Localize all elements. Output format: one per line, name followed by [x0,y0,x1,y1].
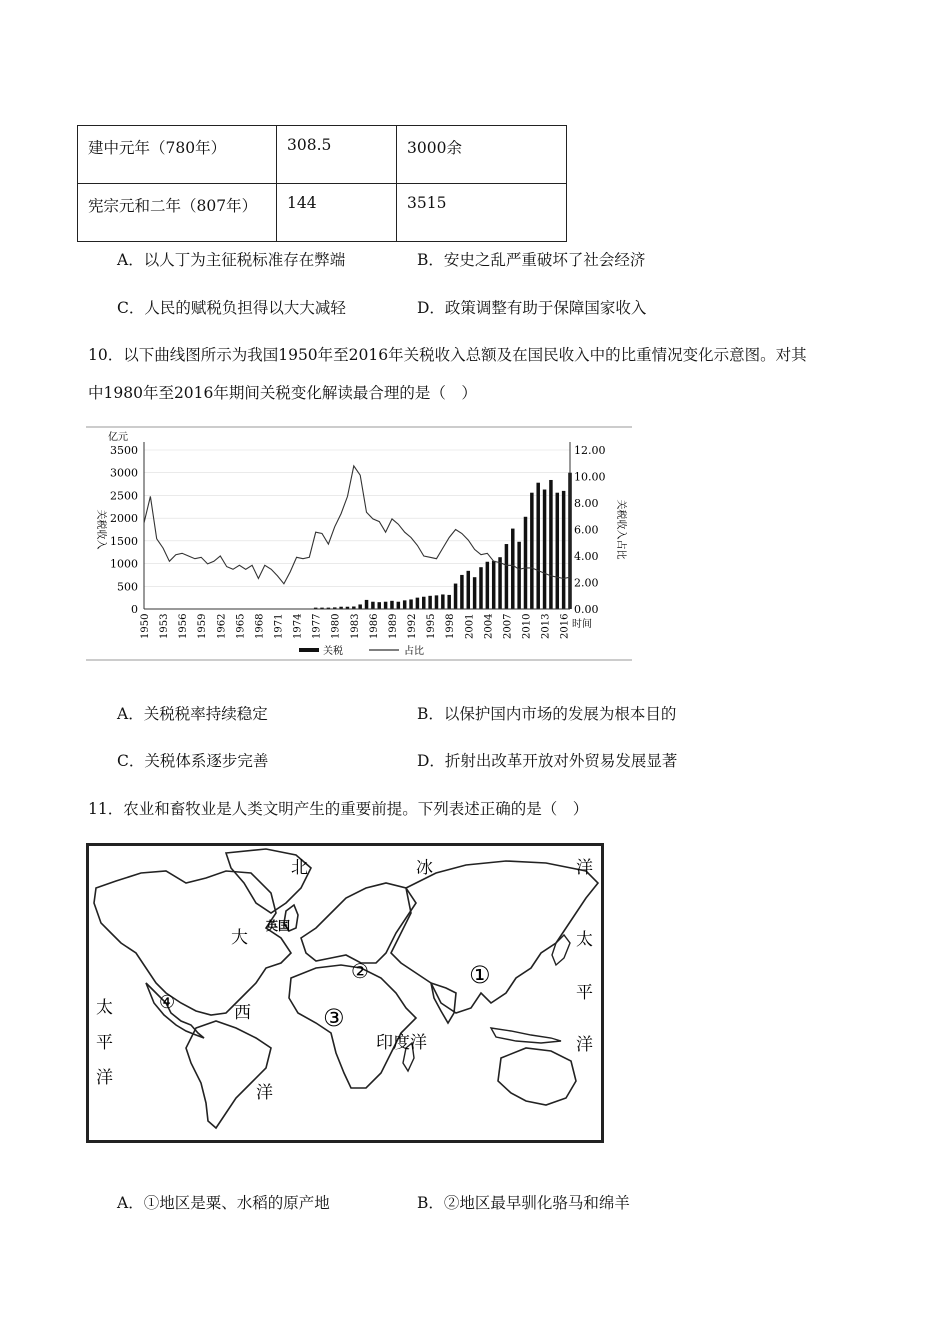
x-tick-label: 1971 [273,613,285,639]
legend-label-share: 占比 [404,646,424,657]
x-tick-label: 2010 [521,613,533,639]
tariff-bar [371,602,374,609]
q11-stem: 11．农业和畜牧业是人类文明产生的重要前提。下列表述正确的是（ ） [88,800,589,818]
tariff-bar [517,542,520,609]
map-marker-4: ④ [159,992,176,1013]
q10-stem-line2: 中1980年至2016年期间关税变化解读最合理的是（ ） [88,384,477,402]
left-axis-title: 关税收入 [95,509,106,550]
x-tick-label: 1959 [197,613,209,639]
left-tick-label: 1500 [110,534,138,548]
tariff-bar [397,602,400,609]
legend-label-tariff: 关税 [323,646,343,657]
left-tick-label: 3500 [110,444,138,457]
tariff-bar [492,561,495,609]
tariff-bar [505,544,508,609]
q9-option-c[interactable]: C．人民的赋税负担得以大大减轻 [117,299,346,317]
tariff-bar [479,567,482,609]
tariff-bar [511,529,514,609]
data-table [77,125,567,242]
q9-option-b[interactable]: B．安史之乱严重破坏了社会经济 [417,251,646,269]
q9-option-a[interactable]: A．以人丁为主征税标准存在弊端 [117,251,346,269]
tariff-bar [498,557,501,609]
right-tick-label: 4.00 [574,550,599,563]
left-tick-label: 500 [117,580,138,594]
map-label-pacific-tai-left: 太 [96,998,113,1018]
tariff-bar [454,584,457,609]
q10-option-b[interactable]: B．以保护国内市场的发展为根本目的 [417,705,677,723]
x-tick-label: 1983 [349,613,361,639]
tariff-bar [530,493,533,609]
tariff-bar [524,517,527,609]
q9-option-d[interactable]: D．政策调整有助于保障国家收入 [417,299,647,317]
right-tick-label: 8.00 [574,497,599,510]
map-label-pacific-yang-right: 洋 [576,1035,593,1055]
map-label-pacific-tai-right: 太 [576,930,593,950]
map-label-ice: 冰 [416,858,433,878]
world-map [86,843,604,1143]
table-row [78,184,567,242]
tariff-bar [556,493,559,609]
x-axis-label: 时间 [572,619,592,630]
q10-option-c[interactable]: C．关税体系逐步完善 [117,752,269,770]
x-tick-label: 1992 [407,613,419,639]
x-tick-label: 1974 [292,613,304,639]
tariff-bar [562,491,565,609]
x-tick-label: 2004 [483,613,495,639]
tariff-bar [428,596,431,609]
tariff-bar [447,595,450,609]
right-tick-label: 12.00 [574,444,606,457]
tariff-bar [416,598,419,609]
tariff-bar [549,480,552,609]
table-cell: 308.5 [277,126,397,184]
q11-option-a[interactable]: A．①地区是粟、水稻的原产地 [117,1194,330,1212]
tariff-bar [422,597,425,609]
left-tick-label: 0 [131,603,138,616]
left-tick-label: 1000 [110,557,138,571]
left-tick-label: 3000 [110,466,138,480]
x-tick-label: 1956 [178,613,190,639]
table-cell: 宪宗元和二年（807年） [78,184,277,242]
x-tick-label: 2013 [540,613,552,639]
x-tick-label: 2001 [464,613,476,639]
map-marker-2: ② [351,959,369,983]
tariff-bar [403,600,406,609]
map-label-britain: 英国 [266,919,291,933]
table-row [78,126,567,184]
table-cell: 3515 [397,184,567,242]
x-tick-label: 1980 [330,613,342,639]
map-label-atlantic-da: 大 [231,928,248,948]
map-label-atlantic-yang: 洋 [256,1083,273,1103]
x-tick-label: 1950 [140,613,151,639]
right-tick-label: 0.00 [574,603,599,616]
tariff-bar [473,577,476,609]
tariff-bar [435,595,438,609]
tariff-bar [409,599,412,609]
q11-option-b[interactable]: B．②地区最早驯化骆马和绵羊 [417,1194,630,1212]
map-label-pacific-ping-right: 平 [576,983,593,1003]
tariff-bar [365,600,368,609]
tariff-bar [384,602,387,609]
tariff-bar [467,571,470,609]
map-marker-1: ① [469,961,491,989]
tariff-bar [390,601,393,609]
x-tick-label: 1995 [426,613,438,639]
x-tick-label: 1962 [216,613,228,639]
tariff-bar [460,575,463,609]
q10-option-a[interactable]: A．关税税率持续稳定 [117,705,268,723]
map-label-pacific-ping-left: 平 [96,1033,113,1053]
tariff-bar [378,602,381,609]
x-tick-label: 1989 [387,613,399,639]
q10-option-d[interactable]: D．折射出改革开放对外贸易发展显著 [417,752,678,770]
map-marker-3: ③ [323,1004,345,1032]
map-label-north: 北 [291,858,308,878]
map-label-atlantic-xi: 西 [234,1003,251,1023]
x-tick-label: 1977 [311,613,323,639]
right-tick-label: 10.00 [574,470,606,484]
tariff-bar [358,604,361,609]
right-axis-title: 关税收入占比 [615,499,626,560]
tariff-chart [86,426,632,662]
tariff-bar [486,562,489,609]
tariff-bar [543,490,546,609]
x-tick-label: 1968 [254,613,266,639]
chart-labels [95,430,628,657]
x-tick-label: 2016 [559,613,571,639]
left-tick-label: 2000 [110,512,138,526]
table-cell: 3000余 [397,126,567,184]
q10-stem-line1: 10．以下曲线图所示为我国1950年至2016年关税收入总额及在国民收入中的比重情况变化示意图。对其 [88,346,807,364]
tariff-bar [441,594,444,609]
map-label-indian-ocean: 印度洋 [376,1033,427,1053]
table-cell: 144 [277,184,397,242]
tariff-bar [536,483,539,609]
x-tick-label: 1965 [235,613,247,639]
left-tick-label: 2500 [110,489,138,503]
legend-bar-swatch [299,648,319,652]
left-unit-label: 亿元 [108,432,128,443]
map-label-ocean: 洋 [576,858,593,878]
x-tick-label: 2007 [502,613,514,639]
x-tick-label: 1953 [159,613,171,639]
x-tick-label: 1986 [368,613,380,639]
right-tick-label: 2.00 [574,576,599,590]
x-tick-label: 1998 [445,613,457,639]
map-label-pacific-yang-left: 洋 [96,1068,113,1088]
right-tick-label: 6.00 [574,523,599,537]
table-cell: 建中元年（780年） [78,126,277,184]
